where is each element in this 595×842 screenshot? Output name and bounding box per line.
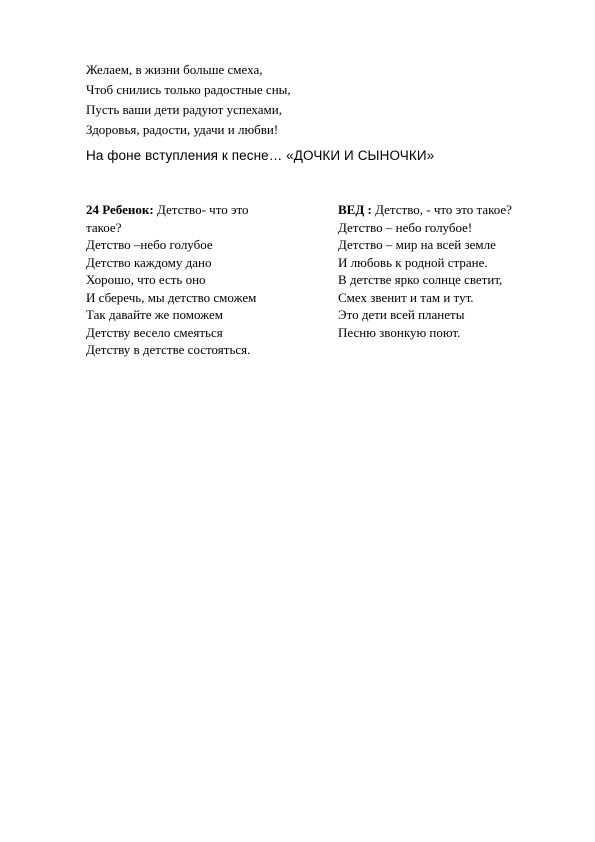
poem-line: Детству весело смеяться [86, 324, 223, 340]
poem-line: Смех звенит и там и тут. [338, 289, 474, 305]
poem-line: Детство, - что это такое? [371, 202, 512, 217]
speaker-label: 24 Ребенок: [86, 202, 154, 217]
poem-line: В детстве ярко солнце светит, [338, 272, 503, 287]
poem-line: И сберечь, мы детство сможем [86, 289, 257, 305]
greeting-verse [86, 60, 526, 140]
poem-line: Детство – мир на всей земле [338, 237, 496, 252]
poem-line: Детство каждому дано [86, 254, 212, 270]
poem-line: Хорошо, что есть оно [86, 272, 206, 287]
verse-line: Желаем, в жизни больше смеха, [86, 62, 263, 77]
verse-line: Пусть ваши дети радуют успехами, [86, 102, 282, 117]
poem-line: И любовь к родной стране. [338, 254, 488, 270]
verse-line: Здоровья, радости, удачи и любви! [86, 122, 279, 137]
verse-line: Чтоб снились только радостные сны, [86, 82, 291, 97]
speaker-line [338, 201, 548, 219]
poem-line: Детству в детстве состояться. [86, 342, 251, 357]
song-stage-direction: На фоне вступления к песне… «ДОЧКИ И СЫНОЧКИ» [86, 148, 435, 163]
speaker-label: ВЕД : [338, 202, 372, 217]
speaker-line [86, 201, 296, 219]
child-poem-column [86, 201, 296, 359]
poem-line: Детство – небо голубое! [338, 219, 473, 235]
poem-line: Песню звонкую поют. [338, 324, 461, 340]
poem-line: Это дети всей планеты [338, 307, 465, 322]
host-poem-column [338, 201, 548, 341]
poem-line: Так давайте же поможем [86, 307, 223, 322]
poem-line: такое? [86, 219, 122, 235]
poem-line: Детство –небо голубое [86, 237, 213, 252]
poem-line: Детство- что это [153, 202, 249, 217]
